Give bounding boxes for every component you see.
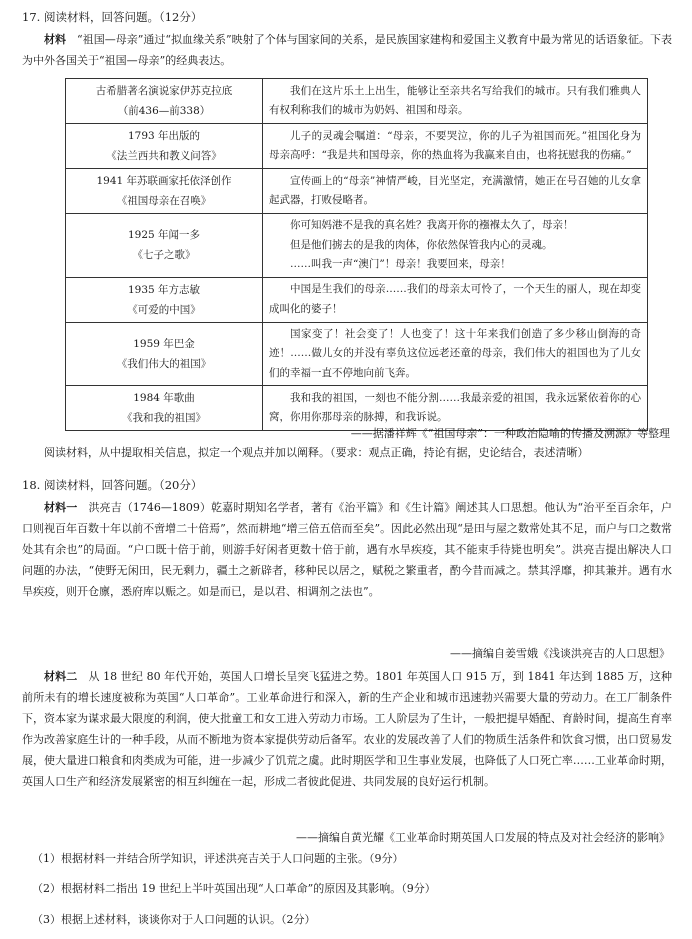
source-line: 1941 年苏联画家托依泽创作 (96, 175, 232, 187)
quote-line: 中国是生我们的母亲……我们的母亲太可怜了，一个天生的丽人，现在却变成叫化的婆子！ (269, 283, 641, 315)
table-quote-cell (263, 124, 648, 169)
quote-line: 我们在这片乐土上出生，能够让至亲共名写给我们的城市。只有我们雅典人有权利称我们的城市为奶妈、祖国和母亲。 (269, 84, 641, 116)
table-source-cell (66, 79, 263, 124)
table-quote-cell (263, 214, 648, 278)
source-line: 古希腊著名演说家伊苏克拉底 (95, 85, 233, 97)
q18-material-one (22, 497, 672, 602)
table-source-cell (66, 169, 263, 214)
question-18-heading: 18. 阅读材料，回答问题。（20分） (22, 478, 203, 492)
table-quote-cell (263, 386, 648, 431)
source-line: 1793 年出版的 (127, 130, 201, 142)
q18-material-one-text: 洪亮吉（1746—1809）乾嘉时期知名学者，著有《治平篇》和《生计篇》阐述其人口思想。他认为“治平至百余年，户口则视百年百数十年以前不啻增二十倍焉”，然而耕地“增三倍五倍而至矣”。因此必然出现“是田与屋之数常处其不足，而户与口之数常处其有余也”的局面。“户口既十倍于前，则游手好闲者更数十倍于前，遇有水旱疾疫，其不能束手待毙也明矣”。洪亮吉提出解决人口问题的办法，“使野无闲田，民无剩力，疆土之新辟者，移种民以居之，赋税之繁重者，酌今昔而减之。禁其浮靡，抑其兼并。遇有水旱疾疫，则开仓廪，悉府库以赈之。如是而已，是以君、相调剂之法也”。 (22, 501, 673, 598)
source-line: 1935 年方志敏 (127, 283, 201, 296)
source-line: 《可爱的中国》 (127, 303, 201, 316)
source-line: 1959 年巴金 (133, 337, 195, 350)
q17-material-intro (22, 29, 672, 71)
q17-task: 阅读材料，从中提取相关信息，拟定一个观点并加以阐释。（要求：观点正确，持论有据，史论结合，表述清晰） (44, 446, 589, 459)
motherland-expressions-table (65, 78, 648, 431)
q18-material-one-citation: ——摘编自姜雪娥《浅谈洪亮吉的人口思想》 (450, 647, 670, 660)
quote-line: 国家变了！社会变了！人也变了！这十年来我们创造了多少移山倒海的奇迹！……做儿女的并没有辜负这位远老还童的母亲，我们伟大的祖国也为了儿女们的幸福一直不停地向前飞奔。 (269, 327, 641, 379)
table-source-cell (66, 124, 263, 169)
table-row (66, 79, 648, 124)
q18-subquestion-1: （1）根据材料一并结合所学知识，评述洪亮吉关于人口问题的主张。（9分） (32, 852, 404, 865)
quote-line: 你可知妈港不是我的真名姓？我离开你的襁褓太久了，母亲！ (290, 219, 574, 231)
source-line: 《我和我的祖国》 (122, 412, 206, 424)
q17-citation: ——据潘祥辉《“祖国母亲”：一种政治隐喻的传播及溯源》等整理 (350, 427, 670, 440)
q17-material-text: “祖国—母亲”通过“拟血缘关系”映射了个体与国家间的关系，是民族国家建构和爱国主义教育中最为常见的话语象征。下表为中外各国关于“祖国—母亲”的经典表达。 (22, 33, 673, 67)
table-row (66, 124, 648, 169)
table-row (66, 386, 648, 431)
q18-material-two-text: 从 18 世纪 80 年代开始，英国人口增长呈突飞猛进之势。1801 年英国人口 915 万，到 1841 年达到 1885 万，这种前所未有的增长速度被称为英国“人口革命”。工业革命进行和深入，新的生产企业和城市迅速勃兴需要大量的劳动力。在工厂制条件下，资本家为谋求最大限度的利润，使大批童工和女工进入劳动力市场。工人阶层为了生计，一般把提早婚配、育龄时间，提高生育率作为改善家庭生计的一种手段，从而不断地为资本家提供劳动后备军。农业的发展改善了人们的物质生活条件和饮食习惯，出口贸易发展，使大量进口粮食和肉类成为可能，进一步减少了饥荒之虞。此时期医学和卫生事业发展，也降低了人口死亡率……工业革命时期，英国人口生产和经济发展紧密的相互纠缠在一起，形成二者彼此促进、共同发展的良好运行机制。 (22, 670, 672, 788)
source-line: 1925 年闻一多 (127, 229, 201, 242)
quote-line: 儿子的灵魂会嘱道：“母亲，不要哭泣，你的儿子为祖国而死。”祖国化身为母亲高呼：“我是共和国母亲，你的热血将为我赢来自由，也将抚慰我的伤痛。” (269, 129, 641, 161)
q18-material-two-label: 材料二 (44, 670, 78, 683)
table-row (66, 214, 648, 278)
table-quote-cell (263, 277, 648, 322)
table-source-cell (66, 214, 263, 278)
table-row (66, 322, 648, 386)
table-row (66, 169, 648, 214)
q17-material-label: 材料 (44, 33, 67, 46)
q18-subquestion-2: （2）根据材料二指出 19 世纪上半叶英国出现“人口革命”的原因及其影响。（9分） (32, 882, 436, 895)
q18-material-two-citation: ——摘编自黄光耀《工业革命时期英国人口发展的特点及对社会经济的影响》 (296, 831, 670, 844)
quote-line: ……叫我一声“澳门”！母亲！我要回来，母亲！ (290, 258, 511, 270)
table-quote-cell (263, 79, 648, 124)
q18-material-one-label: 材料一 (44, 501, 78, 514)
question-17-heading: 17. 阅读材料，回答问题。（12分） (22, 10, 203, 24)
quote-line: 但是他们掳去的是我的肉体，你依然保管我内心的灵魂。 (290, 238, 553, 251)
source-line: 《法兰西共和教义问答》 (106, 150, 222, 162)
table-source-cell (66, 322, 263, 386)
source-line: 1984 年歌曲 (133, 392, 195, 404)
table-source-cell (66, 386, 263, 431)
table-quote-cell (263, 322, 648, 386)
q18-subquestion-3: （3）根据上述材料，谈谈你对于人口问题的认识。（2分） (32, 913, 316, 926)
table-row (66, 277, 648, 322)
source-line: （前436—前338） (117, 105, 211, 117)
quote-line: 宣传画上的“母亲”神情严峻，目光坚定，充满激情，她正在号召她的儿女拿起武器，打败侵略者。 (269, 174, 641, 206)
table-quote-cell (263, 169, 648, 214)
source-line: 《祖国母亲在召唤》 (116, 195, 212, 207)
source-line: 《我们伟大的祖国》 (116, 357, 212, 370)
source-line: 《七子之歌》 (132, 249, 196, 262)
table-source-cell (66, 277, 263, 322)
quote-line: 我和我的祖国，一刻也不能分割……我最亲爱的祖国，我永远紧依着你的心窝，你用你那母亲的脉搏，和我诉说。 (269, 391, 641, 423)
q18-material-two (22, 666, 672, 792)
